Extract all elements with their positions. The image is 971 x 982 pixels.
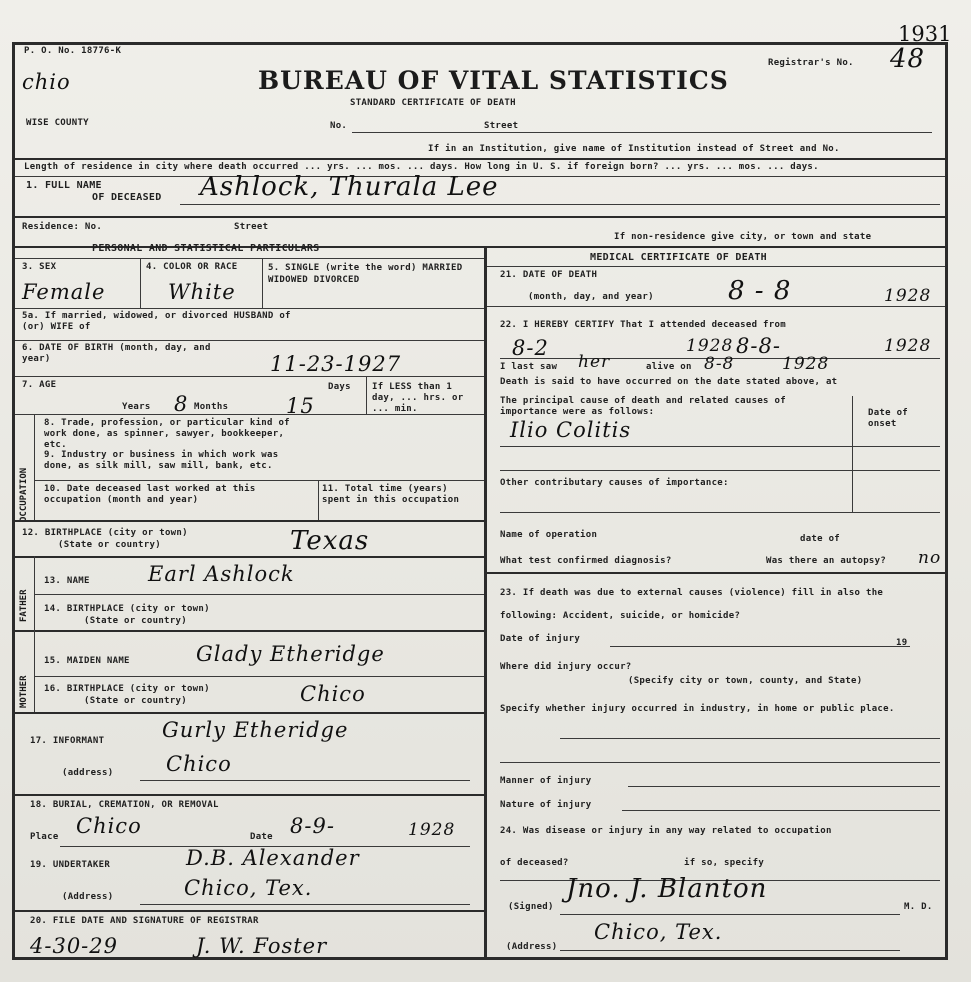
trade-label: 8. Trade, profession, or particular kind of work done, as spinner, sawyer, bookkeeper, etc. xyxy=(44,418,290,450)
personal-section-title: PERSONAL AND STATISTICAL PARTICULARS xyxy=(92,243,320,254)
birthplace-sub: (State or country) xyxy=(58,540,161,550)
registrars-no-value: 48 xyxy=(890,44,926,74)
undertaker-label: 19. UNDERTAKER xyxy=(30,860,111,870)
marital-label: 5. SINGLE (write the word) MARRIED WIDOWED DIVORCED xyxy=(268,263,463,285)
date-last-worked-label: 10. Date deceased last worked at this occupation (month and year) xyxy=(44,484,256,505)
deceased-name-value: Ashlock, Thurala Lee xyxy=(200,172,499,202)
informant-value: Gurly Etheridge xyxy=(162,718,349,742)
occupation-related-label: 24. Was disease or injury in any way related to occupation xyxy=(500,826,832,836)
nature-injury-label: Nature of injury xyxy=(500,800,592,810)
burial-date-value: 8-9- xyxy=(290,814,335,838)
physician-signature: Jno. J. Blanton xyxy=(566,874,768,904)
months-label: Months xyxy=(194,402,229,412)
occupation-side-label: OCCUPATION xyxy=(19,467,29,522)
form-subtitle: STANDARD CERTIFICATE OF DEATH xyxy=(350,98,516,108)
burial-place-label: Place xyxy=(30,832,59,842)
birthplace-label: 12. BIRTHPLACE (city or town) xyxy=(22,528,188,538)
date-of-death-value: 8 - 8 xyxy=(728,276,792,306)
dob-value: 11-23-1927 xyxy=(270,352,402,376)
if-so-label: if so, specify xyxy=(684,858,765,868)
where-injury-sub: (Specify city or town, county, and State) xyxy=(628,676,863,686)
if-less-label: If LESS than 1 day, ... hrs. or ... min. xyxy=(372,382,464,414)
undertaker-value: D.B. Alexander xyxy=(186,846,360,870)
total-time-label: 11. Total time (years) spent in this occupation xyxy=(322,484,460,505)
death-said-label: Death is said to have occurred on the date stated above, at xyxy=(500,377,838,387)
industry-label: 9. Industry or business in which work was done, as silk mill, saw mill, bank, etc. xyxy=(44,450,279,471)
county-place-handwritten: chio xyxy=(22,70,71,94)
full-name-label: 1. FULL NAME xyxy=(26,180,102,191)
length-residence: Length of residence in city where death occurred ... yrs. ... mos. ... days. How long in U. S. if foreign born? ... yrs. ... mos. ... days. xyxy=(24,162,819,172)
registrar-signature: J. W. Foster xyxy=(196,934,328,958)
spouse-label: 5a. If married, widowed, or divorced HUSBAND of (or) WIFE of xyxy=(22,311,291,332)
mother-birthplace-sub: (State or country) xyxy=(84,696,187,706)
date-of-death-sub: (month, day, and year) xyxy=(528,292,654,302)
mother-side-label: MOTHER xyxy=(19,675,29,708)
sex-label: 3. SEX xyxy=(22,262,57,272)
form-number: P. O. No. 18776-K xyxy=(24,46,122,56)
last-saw-label: I last saw xyxy=(500,362,558,372)
signed-label: (Signed) xyxy=(508,902,554,912)
form-title: BUREAU OF VITAL STATISTICS xyxy=(258,66,729,95)
days-label: Days xyxy=(328,382,351,392)
external-causes-label: 23. If death was due to external causes (violence) fill in also the following: Accident, suicide, or homicide? xyxy=(500,588,884,621)
date-of-death-label: 21. DATE OF DEATH xyxy=(500,270,598,280)
physician-address-label: (Address) xyxy=(506,942,558,952)
alive-on-year: 1928 xyxy=(782,354,830,374)
attended-to: 8-8- xyxy=(736,334,781,358)
contributory-label: Other contributary causes of importance: xyxy=(500,478,729,488)
age-label: 7. AGE xyxy=(22,380,57,390)
stamp-year: 1931 xyxy=(898,22,952,46)
color-label: 4. COLOR OR RACE xyxy=(146,262,238,272)
date-onset-label: Date of onset xyxy=(868,408,909,429)
where-injury-label: Where did injury occur? xyxy=(500,662,632,672)
father-birthplace-sub: (State or country) xyxy=(84,616,187,626)
undertaker-address-label: (Address) xyxy=(62,892,114,902)
father-name-value: Earl Ashlock xyxy=(148,562,295,586)
nonresident-note: If non-residence give city, or town and state xyxy=(614,232,872,242)
dob-label: 6. DATE OF BIRTH (month, day, and year) xyxy=(22,343,211,364)
attended-to-year: 1928 xyxy=(884,336,932,356)
no-label: No. xyxy=(330,121,348,131)
of-deceased-label: OF DECEASED xyxy=(92,192,162,203)
burial-place-value: Chico xyxy=(76,814,142,838)
informant-label: 17. INFORMANT xyxy=(30,736,105,746)
cause-label: The principal cause of death and related causes of importance were as follows: xyxy=(500,396,786,417)
autopsy-value: no xyxy=(918,548,942,568)
manner-injury-label: Manner of injury xyxy=(500,776,592,786)
registrars-no-label: Registrar's No. xyxy=(768,58,854,68)
residence-street-label: Street xyxy=(234,222,269,232)
injury-year-label: 19 xyxy=(896,638,908,648)
street-label: Street xyxy=(484,121,519,131)
informant-address-value: Chico xyxy=(166,752,232,776)
informant-address-label: (address) xyxy=(62,768,114,778)
attended-from: 8-2 xyxy=(512,336,549,360)
diagnosis-label: What test confirmed diagnosis? xyxy=(500,556,672,566)
county-label: WISE COUNTY xyxy=(26,118,89,128)
undertaker-address-value: Chico, Tex. xyxy=(184,876,313,900)
date-injury-label: Date of injury xyxy=(500,634,581,644)
operation-label: Name of operation xyxy=(500,530,598,540)
registrar-date-value: 4-30-29 xyxy=(30,934,118,958)
date-of-death-year: 1928 xyxy=(884,286,932,306)
years-label: Years xyxy=(122,402,151,412)
burial-label: 18. BURIAL, CREMATION, OR REMOVAL xyxy=(30,800,219,810)
operation-date-label: date of xyxy=(800,534,841,544)
father-name-label: 13. NAME xyxy=(44,576,90,586)
mother-maiden-value: Glady Etheridge xyxy=(196,642,385,666)
cause-value: Ilio Colitis xyxy=(510,418,632,442)
specify-injury-label: Specify whether injury occurred in industry, in home or public place. xyxy=(500,704,895,714)
burial-date-label: Date xyxy=(250,832,273,842)
last-saw-value: her xyxy=(578,352,611,372)
sex-value: Female xyxy=(22,280,106,304)
medical-section-title: MEDICAL CERTIFICATE OF DEATH xyxy=(590,252,767,263)
color-value: White xyxy=(168,280,236,304)
mother-maiden-label: 15. MAIDEN NAME xyxy=(44,656,130,666)
of-deceased-q-label: of deceased? xyxy=(500,858,569,868)
mother-birthplace-value: Chico xyxy=(300,682,366,706)
physician-address-value: Chico, Tex. xyxy=(594,920,723,944)
residence-label: Residence: No. xyxy=(22,222,103,232)
registrar-label: 20. FILE DATE AND SIGNATURE OF REGISTRAR xyxy=(30,916,259,926)
alive-on-value: 8-8 xyxy=(704,354,735,374)
attended-from-year: 1928 xyxy=(686,336,734,356)
burial-year: 1928 xyxy=(408,820,456,840)
autopsy-label: Was there an autopsy? xyxy=(766,556,887,566)
months-value: 8 xyxy=(174,392,189,416)
alive-on-label: alive on xyxy=(646,362,692,372)
father-side-label: FATHER xyxy=(19,589,29,622)
mother-birthplace-label: 16. BIRTHPLACE (city or town) xyxy=(44,684,210,694)
certify-label: 22. I HEREBY CERTIFY That I attended deceased from xyxy=(500,320,786,330)
birthplace-value: Texas xyxy=(290,526,370,556)
father-birthplace-label: 14. BIRTHPLACE (city or town) xyxy=(44,604,210,614)
days-value: 15 xyxy=(286,394,315,418)
institution-note: If in an Institution, give name of Institution instead of Street and No. xyxy=(428,144,840,154)
md-label: M. D. xyxy=(904,902,933,912)
